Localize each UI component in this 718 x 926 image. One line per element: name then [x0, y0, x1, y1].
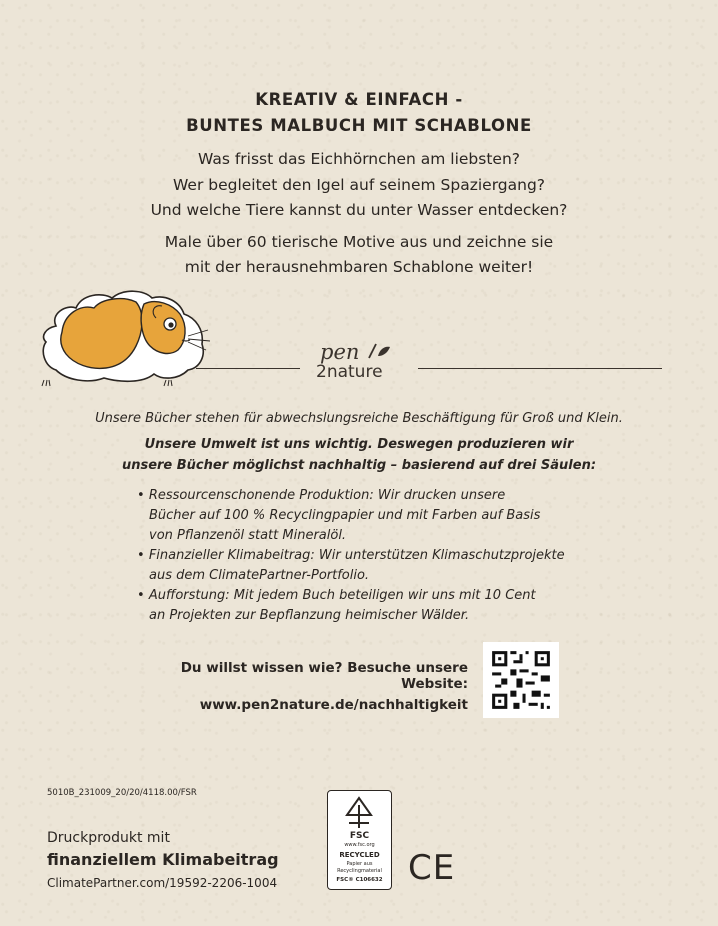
- website-text: [120, 660, 468, 713]
- intro-text: Unsere Bücher stehen für abwechslungsreiche Beschäftigung für Groß und Klein.: [95, 411, 623, 426]
- fsc-desc-1: Papier aus: [346, 861, 373, 867]
- bullet-3-line-2: an Projekten zur Bepflanzung heimischer Wälder.: [149, 608, 470, 623]
- pitch-line-1: Male über 60 tierische Motive aus und zeichne sie: [164, 233, 554, 251]
- pitch-line-2: mit der herausnehmbaren Schablone weiter!: [184, 258, 534, 276]
- bullet-3-line-1: Aufforstung: Mit jedem Buch beteiligen wir uns mit 10 Cent: [148, 588, 536, 603]
- bullet-2: • Finanzieller Klimabeitrag: Wir unterstützen Klimaschutzprojekte: [137, 548, 565, 563]
- fsc-badge: [327, 790, 392, 890]
- bullet-1-line-3: von Pflanzenöl statt Mineralöl.: [149, 528, 347, 543]
- headline-line-2: BUNTES MALBUCH MIT SCHABLONE: [186, 116, 532, 135]
- website-line-1: Du willst wissen wie? Besuche unsere Website:: [180, 660, 468, 692]
- logo-pen: pen: [320, 340, 360, 364]
- fsc-desc-2: Recyclingmaterial: [337, 868, 382, 874]
- website-url[interactable]: www.pen2nature.de/nachhaltigkeit: [199, 697, 468, 713]
- climate-line-2: finanziellem Klimabeitrag: [47, 850, 279, 869]
- question-1: Was frisst das Eichhörnchen am liebsten?: [197, 150, 521, 168]
- question-2: Wer begleitet den Igel auf seinem Spaziergang?: [172, 176, 546, 194]
- climate-line-1: Druckprodukt mit: [47, 830, 170, 846]
- guinea-pig-illustration: [32, 284, 222, 400]
- fsc-title: FSC: [349, 831, 370, 841]
- fsc-label: RECYCLED: [339, 851, 380, 859]
- fsc-code: FSC® C106632: [336, 877, 383, 883]
- divider-left: [196, 368, 300, 369]
- bullet-1-line-2: Bücher auf 100 % Recyclingpapier und mit Farben auf Basis: [149, 508, 541, 523]
- fsc-tree-icon: [341, 795, 377, 831]
- pillars-intro-1: Unsere Umwelt ist uns wichtig. Deswegen produzieren wir: [144, 437, 574, 452]
- pen2nature-logo: [312, 340, 412, 390]
- logo-2nature: 2nature: [316, 362, 383, 382]
- bullet-1: • Ressourcenschonende Produktion: Wir drucken unsere: [137, 488, 506, 503]
- qr-code[interactable]: [483, 642, 559, 718]
- bullet-2-line-2: aus dem ClimatePartner-Portfolio.: [149, 568, 370, 583]
- headline-line-1: KREATIV & EINFACH -: [255, 90, 463, 109]
- fsc-url: www.fsc.org: [344, 842, 375, 848]
- article-code: 5010B_231009_20/20/4118.00/FSR: [47, 788, 197, 798]
- pillars-intro-2: unsere Bücher möglichst nachhaltig – basierend auf drei Säulen:: [121, 458, 597, 473]
- ce-mark: CE: [408, 848, 456, 888]
- divider-right: [418, 368, 662, 369]
- bullet-2-line-1: Finanzieller Klimabeitrag: Wir unterstützen Klimaschutzprojekte: [148, 548, 565, 563]
- bullet-1-line-1: Ressourcenschonende Produktion: Wir drucken unsere: [148, 488, 506, 503]
- question-3: Und welche Tiere kannst du unter Wasser entdecken?: [150, 201, 568, 219]
- bullet-3: • Aufforstung: Mit jedem Buch beteiligen wir uns mit 10 Cent: [137, 588, 536, 603]
- pillars-list: [137, 486, 565, 626]
- climate-url: ClimatePartner.com/19592-2206-1004: [47, 876, 278, 890]
- leaf-icon: [366, 342, 392, 360]
